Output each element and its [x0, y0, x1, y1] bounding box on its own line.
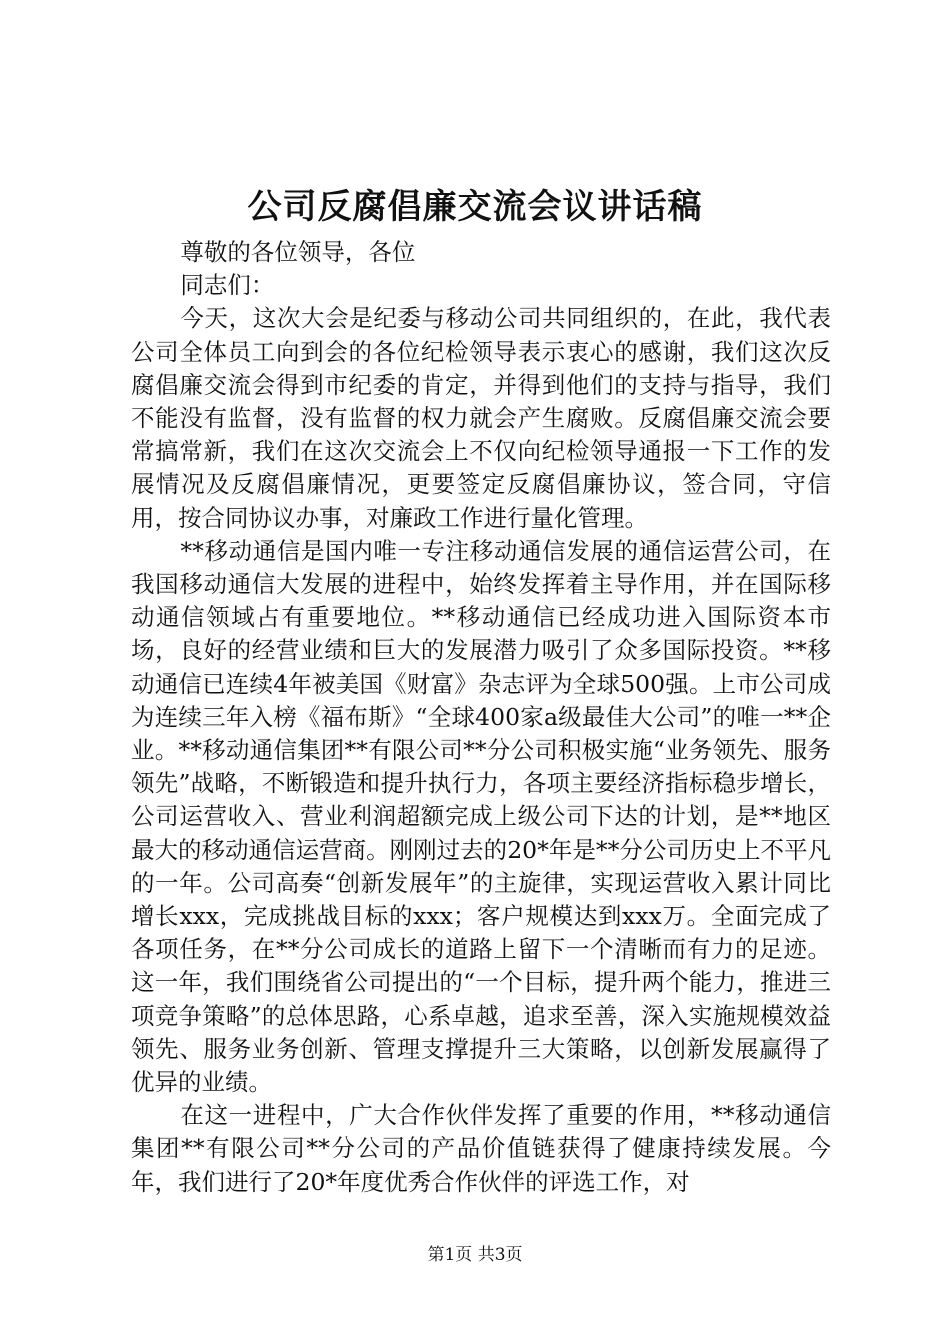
page-number-footer: 第1页 共3页: [427, 1245, 523, 1265]
body-paragraph: 在这一进程中，广大合作伙伴发挥了重要的作用，**移动通信集团**有限公司**分公司的产品价值链获得了健康持续发展。今年，我们进行了20*年度优秀合作伙伴的评选工作，对: [131, 1101, 831, 1196]
body-paragraph: 今天，这次大会是纪委与移动公司共同组织的，在此，我代表公司全体员工向到会的各位纪检领导表示衷心的感谢，我们这次反腐倡廉交流会得到市纪委的肯定，并得到他们的支持与指导，我们不能没有监督，没有监督的权力就会产生腐败。反腐倡廉交流会要常搞常新，我们在这次交流会上不仅向纪检领导通报一下工作的发展情况及反腐倡廉情况，更要签定反腐倡廉协议，签合同，守信用，按合同协议办事，对廉政工作进行量化管理。: [131, 304, 831, 532]
greeting-line: 同志们：: [180, 271, 275, 300]
body-paragraph: **移动通信是国内唯一专注移动通信发展的通信运营公司，在我国移动通信大发展的进程中，始终发挥着主导作用，并在国际移动通信领域占有重要地位。**移动通信已经成功进入国际资本市场，良好的经营业绩和巨大的发展潜力吸引了众多国际投资。**移动通信已连续4年被美国《财富》杂志评为全球500强。上市公司成为连续三年入榜《福布斯》“全球400家a级最佳大公司”的唯一**企业。**移动通信集团**有限公司**分公司积极实施“业务领先、服务领先”战略，不断锻造和提升执行力，各项主要经济指标稳步增长，公司运营收入、营业利润超额完成上级公司下达的计划，是**地区最大的移动通信运营商。刚刚过去的20*年是**分公司历史上不平凡的一年。公司高奏“创新发展年”的主旋律，实现运营收入累计同比增长xxx，完成挑战目标的xxx；客户规模达到xxx万。全面完成了各项任务，在**分公司成长的道路上留下一个清晰而有力的足迹。这一年，我们围绕省公司提出的“一个目标，提升两个能力，推进三项竞争策略”的总体思路，心系卓越，追求至善，深入实施规模效益领先、服务业务创新、管理支撑提升三大策略，以创新发展赢得了优异的业绩。: [131, 536, 831, 1097]
greeting-line: 尊敬的各位领导，各位: [180, 238, 416, 266]
document-title: 公司反腐倡廉交流会议讲话稿: [247, 187, 703, 227]
document-body: [131, 236, 831, 1199]
